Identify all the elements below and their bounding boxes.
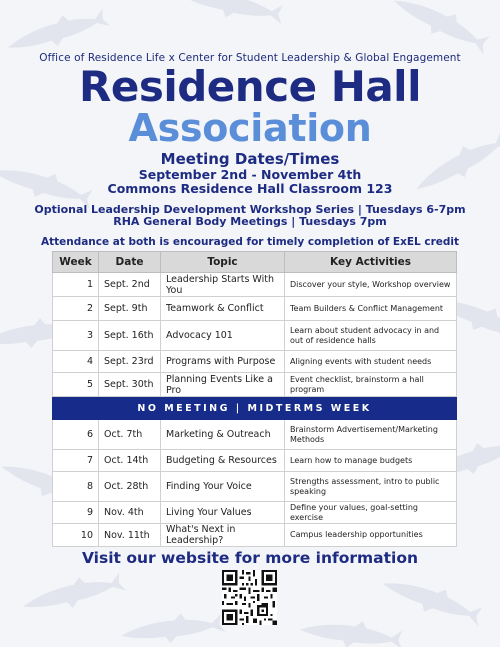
week-cell: 3	[53, 321, 99, 351]
office-heading: Office of Residence Life x Center for Student Leadership & Global Engagement	[39, 52, 461, 64]
table-row	[53, 297, 457, 321]
week-cell: 2	[53, 297, 99, 321]
week-cell: 4	[53, 351, 99, 373]
table-row	[53, 351, 457, 373]
topic-cell: Planning Events Like a Pro	[161, 373, 285, 397]
table-row	[53, 450, 457, 472]
date-cell: Nov. 4th	[99, 502, 161, 524]
week-cell: 10	[53, 524, 99, 547]
table-row	[53, 420, 457, 450]
activities-cell: Event checklist, brainstorm a hall program	[285, 373, 457, 397]
activities-cell: Learn about student advocacy in and out of residence halls	[285, 321, 457, 351]
week-cell: 5	[53, 373, 99, 397]
topic-cell: Programs with Purpose	[161, 351, 285, 373]
column-header-topic: Topic	[161, 252, 285, 273]
website-prompt: Visit our website for more information	[81, 549, 419, 567]
date-cell: Sept. 9th	[99, 297, 161, 321]
topic-cell: Leadership Starts With You	[161, 273, 285, 297]
topic-cell: Teamwork & Conflict	[161, 297, 285, 321]
date-cell: Oct. 7th	[99, 420, 161, 450]
qr-code-icon[interactable]	[222, 570, 277, 625]
title-line-2: Association	[128, 106, 372, 150]
date-cell: Sept. 16th	[99, 321, 161, 351]
column-header-week: Week	[53, 252, 99, 273]
schedule-table	[52, 251, 457, 547]
date-cell: Oct. 14th	[99, 450, 161, 472]
activities-cell: Define your values, goal-setting exercise	[285, 502, 457, 524]
table-row	[53, 321, 457, 351]
activities-cell: Campus leadership opportunities	[285, 524, 457, 547]
meeting-dates: September 2nd - November 4th	[138, 167, 362, 182]
table-header-row	[53, 252, 457, 273]
date-cell: Sept. 2nd	[99, 273, 161, 297]
topic-cell: Advocacy 101	[161, 321, 285, 351]
general-meetings: RHA General Body Meetings | Tuesdays 7pm	[113, 215, 387, 228]
activities-cell: Aligning events with student needs	[285, 351, 457, 373]
activities-cell: Discover your style, Workshop overview	[285, 273, 457, 297]
attendance-note: Attendance at both is encouraged for timely completion of ExEL credit	[40, 236, 460, 248]
activities-cell: Brainstorm Advertisement/Marketing Methods	[285, 420, 457, 450]
date-cell: Nov. 11th	[99, 524, 161, 547]
table-row	[53, 273, 457, 297]
activities-cell: Team Builders & Conflict Management	[285, 297, 457, 321]
title-line-1: Residence Hall	[79, 62, 421, 111]
midterm-banner: NO MEETING | MIDTERMS WEEK	[53, 397, 457, 420]
topic-cell: Finding Your Voice	[161, 472, 285, 502]
topic-cell: What's Next in Leadership?	[161, 524, 285, 547]
midterm-banner-row	[53, 397, 457, 420]
meeting-location: Commons Residence Hall Classroom 123	[107, 181, 393, 196]
column-header-activities: Key Activities	[285, 252, 457, 273]
table-row	[53, 524, 457, 547]
week-cell: 1	[53, 273, 99, 297]
workshop-series: Optional Leadership Development Workshop Series | Tuesdays 6-7pm	[34, 203, 466, 216]
date-cell: Sept. 23rd	[99, 351, 161, 373]
week-cell: 9	[53, 502, 99, 524]
week-cell: 7	[53, 450, 99, 472]
week-cell: 8	[53, 472, 99, 502]
activities-cell: Learn how to manage budgets	[285, 450, 457, 472]
topic-cell: Marketing & Outreach	[161, 420, 285, 450]
activities-cell: Strengths assessment, intro to public speaking	[285, 472, 457, 502]
date-cell: Oct. 28th	[99, 472, 161, 502]
topic-cell: Budgeting & Resources	[161, 450, 285, 472]
table-row	[53, 373, 457, 397]
table-row	[53, 472, 457, 502]
week-cell: 6	[53, 420, 99, 450]
date-cell: Sept. 30th	[99, 373, 161, 397]
topic-cell: Living Your Values	[161, 502, 285, 524]
table-row	[53, 502, 457, 524]
column-header-date: Date	[99, 252, 161, 273]
meeting-heading: Meeting Dates/Times	[160, 150, 340, 168]
